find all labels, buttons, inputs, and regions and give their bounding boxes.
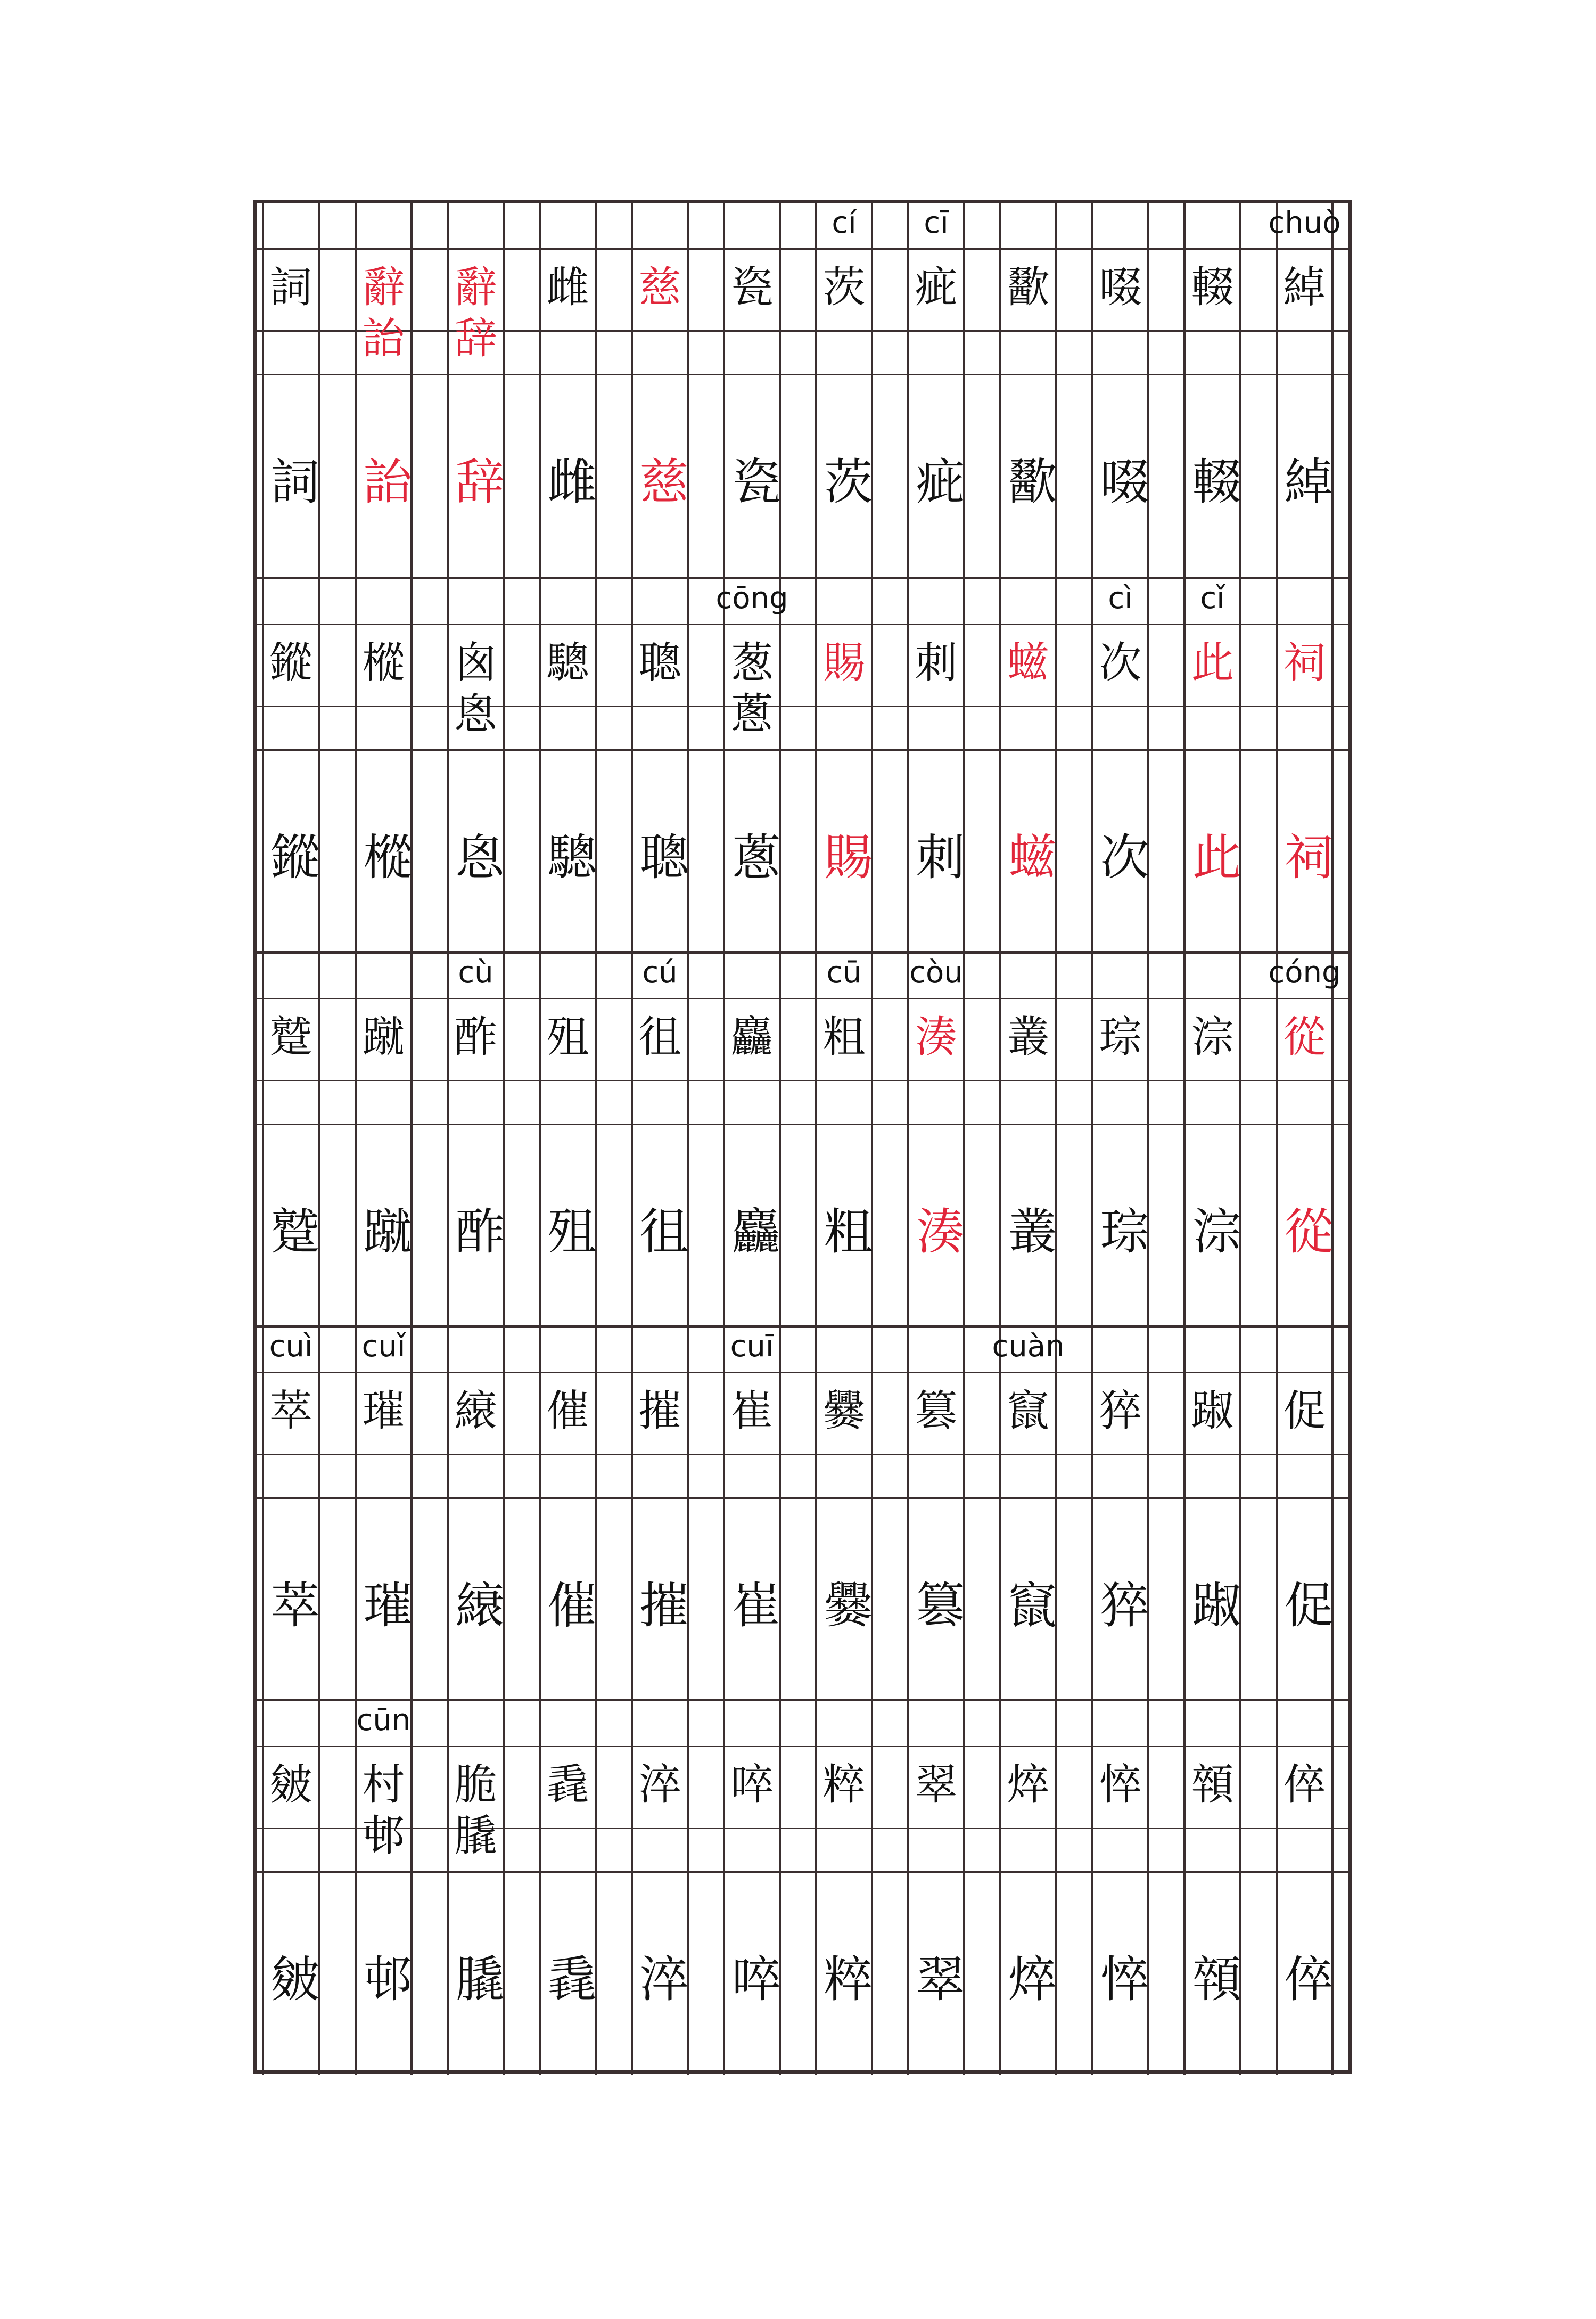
seal-script-character: 粹 bbox=[816, 1953, 873, 2000]
regular-script-character: 次 bbox=[1099, 638, 1142, 687]
regular-script-character: 輟 bbox=[1191, 263, 1234, 312]
seal-script-character: 螆 bbox=[1000, 831, 1057, 878]
seal-script-character: 啐 bbox=[723, 1953, 781, 2000]
character-column bbox=[907, 203, 965, 577]
regular-script-character: 促 bbox=[1283, 1386, 1326, 1436]
character-column bbox=[447, 203, 505, 577]
seal-script-character: 摧 bbox=[631, 1579, 689, 1626]
character-column bbox=[999, 953, 1057, 1327]
character-column bbox=[723, 1701, 781, 2075]
seal-script-character: 蹵 bbox=[262, 1206, 320, 1252]
regular-script-character: 殂 bbox=[546, 1012, 589, 1062]
seal-script-character: 歠 bbox=[1000, 456, 1057, 503]
regular-script-character: 賜 bbox=[822, 638, 866, 687]
seal-script-character: 賜 bbox=[816, 831, 873, 878]
character-column bbox=[1091, 203, 1149, 577]
regular-script-character: 疵 bbox=[915, 263, 958, 312]
seal-script-character: 祠 bbox=[1276, 831, 1334, 878]
regular-script-character: 崔 bbox=[730, 1386, 774, 1436]
character-column bbox=[723, 1327, 781, 1701]
regular-script-character: 詞 bbox=[269, 263, 312, 312]
regular-script-character: 皴 bbox=[269, 1760, 312, 1809]
character-column bbox=[1276, 579, 1334, 953]
character-column bbox=[815, 953, 873, 1327]
character-column bbox=[723, 203, 781, 577]
pinyin-label: cù bbox=[458, 955, 493, 990]
character-column bbox=[1268, 203, 1341, 577]
character-column bbox=[447, 953, 505, 1327]
regular-script-character: 歠 bbox=[1007, 263, 1050, 312]
character-column bbox=[815, 1327, 873, 1701]
pinyin-label: cuì bbox=[269, 1329, 313, 1364]
regular-script-character: 篡 bbox=[915, 1386, 958, 1436]
regular-script-character: 此 bbox=[1191, 638, 1234, 687]
character-column bbox=[999, 1701, 1057, 2075]
character-column bbox=[1091, 953, 1149, 1327]
seal-script-character: 蹴 bbox=[355, 1206, 413, 1252]
seal-script-character: 顇 bbox=[1184, 1953, 1241, 2000]
regular-script-character: 縗 bbox=[454, 1386, 497, 1436]
seal-script-character: 徂 bbox=[631, 1206, 689, 1252]
regular-script-character: 驄 bbox=[546, 638, 589, 687]
character-column bbox=[815, 1701, 873, 2075]
regular-script-character: 辭 詒 bbox=[362, 263, 405, 363]
regular-script-character: 茨 bbox=[822, 263, 866, 312]
regular-script-character: 從 bbox=[1283, 1012, 1326, 1062]
regular-script-character: 爨 bbox=[822, 1386, 866, 1436]
pinyin-label: cú bbox=[642, 955, 678, 990]
regular-script-character: 啜 bbox=[1099, 263, 1142, 312]
character-column bbox=[355, 203, 413, 577]
seal-script-character: 爨 bbox=[816, 1579, 873, 1626]
character-column bbox=[815, 203, 873, 577]
pinyin-label: cī bbox=[924, 206, 949, 240]
character-column bbox=[539, 953, 597, 1327]
character-column bbox=[907, 1327, 965, 1701]
regular-script-character: 鏦 bbox=[269, 638, 312, 687]
character-column bbox=[1091, 579, 1149, 953]
regular-script-character: 徂 bbox=[638, 1012, 681, 1062]
character-column bbox=[539, 1701, 597, 2075]
regular-script-character: 湊 bbox=[915, 1012, 958, 1062]
regular-script-character: 酢 bbox=[454, 1012, 497, 1062]
regular-script-character: 螆 bbox=[1007, 638, 1050, 687]
seal-script-character: 綽 bbox=[1276, 456, 1334, 503]
regular-script-character: 囪 恖 bbox=[454, 638, 497, 739]
seal-script-character: 焠 bbox=[1000, 1953, 1057, 2000]
regular-script-character: 村 邨 bbox=[362, 1760, 405, 1861]
seal-script-character: 瓷 bbox=[723, 456, 781, 503]
character-column bbox=[631, 953, 689, 1327]
character-column bbox=[355, 579, 413, 953]
seal-script-character: 詞 bbox=[262, 456, 320, 503]
regular-script-character: 悴 bbox=[1099, 1760, 1142, 1809]
regular-script-character: 蹵 bbox=[269, 1012, 312, 1062]
pinyin-label: cǐ bbox=[1200, 581, 1225, 616]
regular-script-character: 踧 bbox=[1191, 1386, 1234, 1436]
seal-script-character: 催 bbox=[539, 1579, 597, 1626]
regular-script-character: 啐 bbox=[730, 1760, 774, 1809]
regular-script-character: 摧 bbox=[638, 1386, 681, 1436]
character-column bbox=[539, 579, 597, 953]
character-column bbox=[723, 953, 781, 1327]
character-column bbox=[262, 579, 320, 953]
seal-script-character: 悴 bbox=[1092, 1953, 1149, 2000]
seal-script-character: 踧 bbox=[1184, 1579, 1241, 1626]
seal-script-character: 粗 bbox=[816, 1206, 873, 1252]
seal-script-character: 刺 bbox=[908, 831, 965, 878]
seal-script-character: 疵 bbox=[908, 456, 965, 503]
seal-script-character: 竄 bbox=[1000, 1579, 1057, 1626]
seal-script-character: 崔 bbox=[723, 1579, 781, 1626]
character-column bbox=[1183, 1327, 1241, 1701]
pinyin-label: cuǐ bbox=[361, 1329, 406, 1364]
character-column bbox=[815, 579, 873, 953]
regular-script-character: 琮 bbox=[1099, 1012, 1142, 1062]
seal-script-character: 麤 bbox=[723, 1206, 781, 1252]
seal-script-character: 璀 bbox=[355, 1579, 413, 1626]
regular-script-character: 慈 bbox=[638, 263, 681, 312]
seal-script-character: 促 bbox=[1276, 1579, 1334, 1626]
regular-script-character: 祠 bbox=[1283, 638, 1326, 687]
regular-script-character: 竄 bbox=[1007, 1386, 1050, 1436]
regular-script-character: 脆 膬 bbox=[454, 1760, 497, 1861]
regular-script-character: 瓷 bbox=[730, 263, 774, 312]
row-band bbox=[257, 579, 1348, 953]
seal-script-character: 蔥 bbox=[723, 831, 781, 878]
character-column bbox=[262, 203, 320, 577]
seal-script-character: 皴 bbox=[262, 1953, 320, 2000]
pinyin-label: chuò bbox=[1268, 206, 1341, 240]
regular-script-character: 葱 蔥 bbox=[730, 638, 774, 739]
seal-script-character: 萃 bbox=[262, 1579, 320, 1626]
seal-script-character: 邨 bbox=[355, 1953, 413, 2000]
regular-script-character: 猝 bbox=[1099, 1386, 1142, 1436]
regular-script-character: 萃 bbox=[269, 1386, 312, 1436]
character-column bbox=[1183, 203, 1241, 577]
character-column bbox=[447, 1701, 505, 2075]
character-column bbox=[1268, 953, 1341, 1327]
seal-script-character: 茨 bbox=[816, 456, 873, 503]
seal-script-character: 淙 bbox=[1184, 1206, 1241, 1252]
character-column bbox=[262, 953, 320, 1327]
pinyin-label: cuàn bbox=[992, 1329, 1065, 1364]
seal-script-character: 淬 bbox=[631, 1953, 689, 2000]
seal-script-character: 從 bbox=[1276, 1206, 1334, 1252]
character-column bbox=[992, 1327, 1065, 1701]
seal-script-character: 此 bbox=[1184, 831, 1241, 878]
row-band bbox=[257, 1327, 1348, 1701]
character-column bbox=[631, 1327, 689, 1701]
pinyin-label: cuī bbox=[730, 1329, 774, 1364]
pinyin-label: cì bbox=[1108, 581, 1133, 616]
regular-script-character: 麤 bbox=[730, 1012, 774, 1062]
regular-script-character: 聰 bbox=[638, 638, 681, 687]
seal-script-character: 翠 bbox=[908, 1953, 965, 2000]
regular-script-character: 翠 bbox=[915, 1760, 958, 1809]
character-column bbox=[1276, 1327, 1334, 1701]
seal-script-character: 聰 bbox=[631, 831, 689, 878]
seal-script-character: 酢 bbox=[447, 1206, 505, 1252]
pinyin-label: cūn bbox=[356, 1703, 411, 1738]
pinyin-label: cū bbox=[826, 955, 862, 990]
pinyin-label: cōng bbox=[715, 581, 788, 616]
character-column bbox=[907, 1701, 965, 2075]
regular-script-character: 辭 辞 bbox=[454, 263, 497, 363]
row-band bbox=[257, 953, 1348, 1327]
seal-script-character: 琮 bbox=[1092, 1206, 1149, 1252]
character-column bbox=[1091, 1327, 1149, 1701]
character-column bbox=[355, 1327, 413, 1701]
character-column bbox=[999, 579, 1057, 953]
character-column bbox=[1183, 579, 1241, 953]
seal-script-character: 叢 bbox=[1000, 1206, 1057, 1252]
seal-script-character: 縗 bbox=[447, 1579, 505, 1626]
seal-script-character: 倅 bbox=[1276, 1953, 1334, 2000]
character-column bbox=[1183, 953, 1241, 1327]
pinyin-label: cóng bbox=[1268, 955, 1341, 990]
character-column bbox=[715, 579, 788, 953]
seal-script-character: 輟 bbox=[1184, 456, 1241, 503]
regular-script-character: 毳 bbox=[546, 1760, 589, 1809]
seal-script-character: 鏦 bbox=[262, 831, 320, 878]
character-column bbox=[907, 579, 965, 953]
regular-script-character: 催 bbox=[546, 1386, 589, 1436]
regular-script-character: 綽 bbox=[1283, 263, 1326, 312]
character-column bbox=[262, 1701, 320, 2075]
character-column bbox=[355, 1701, 413, 2075]
character-column bbox=[355, 953, 413, 1327]
character-column bbox=[447, 1327, 505, 1701]
character-column bbox=[907, 953, 965, 1327]
character-column bbox=[539, 203, 597, 577]
row-band bbox=[257, 203, 1348, 577]
regular-script-character: 粗 bbox=[822, 1012, 866, 1062]
seal-script-character: 雌 bbox=[539, 456, 597, 503]
seal-script-character: 啜 bbox=[1092, 456, 1149, 503]
seal-script-character: 篡 bbox=[908, 1579, 965, 1626]
seal-script-character: 恖 bbox=[447, 831, 505, 878]
character-column bbox=[262, 1327, 320, 1701]
seal-script-character: 湊 bbox=[908, 1206, 965, 1252]
regular-script-character: 焠 bbox=[1007, 1760, 1050, 1809]
pinyin-label: cí bbox=[832, 206, 857, 240]
regular-script-character: 淬 bbox=[638, 1760, 681, 1809]
regular-script-character: 刺 bbox=[915, 638, 958, 687]
seal-script-character: 驄 bbox=[539, 831, 597, 878]
pinyin-label: còu bbox=[909, 955, 963, 990]
regular-script-character: 蹴 bbox=[362, 1012, 405, 1062]
regular-script-character: 雌 bbox=[546, 263, 589, 312]
character-column bbox=[631, 203, 689, 577]
character-column bbox=[631, 1701, 689, 2075]
character-sheet bbox=[253, 200, 1352, 2074]
regular-script-character: 倅 bbox=[1283, 1760, 1326, 1809]
character-column bbox=[1276, 1701, 1334, 2075]
character-column bbox=[999, 203, 1057, 577]
regular-script-character: 璀 bbox=[362, 1386, 405, 1436]
regular-script-character: 粹 bbox=[822, 1760, 866, 1809]
character-column bbox=[1091, 1701, 1149, 2075]
regular-script-character: 叢 bbox=[1007, 1012, 1050, 1062]
seal-script-character: 樅 bbox=[355, 831, 413, 878]
seal-script-character: 膬 bbox=[447, 1953, 505, 2000]
character-column bbox=[447, 579, 505, 953]
row-band bbox=[257, 1701, 1348, 2075]
seal-script-character: 毳 bbox=[539, 1953, 597, 2000]
character-column bbox=[1183, 1701, 1241, 2075]
seal-script-character: 次 bbox=[1092, 831, 1149, 878]
regular-script-character: 樅 bbox=[362, 638, 405, 687]
seal-script-character: 猝 bbox=[1092, 1579, 1149, 1626]
regular-script-character: 顇 bbox=[1191, 1760, 1234, 1809]
character-column bbox=[631, 579, 689, 953]
seal-script-character: 詒 bbox=[355, 456, 413, 503]
seal-script-character: 殂 bbox=[539, 1206, 597, 1252]
regular-script-character: 淙 bbox=[1191, 1012, 1234, 1062]
character-column bbox=[539, 1327, 597, 1701]
seal-script-character: 慈 bbox=[631, 456, 689, 503]
seal-script-character: 辞 bbox=[447, 456, 505, 503]
